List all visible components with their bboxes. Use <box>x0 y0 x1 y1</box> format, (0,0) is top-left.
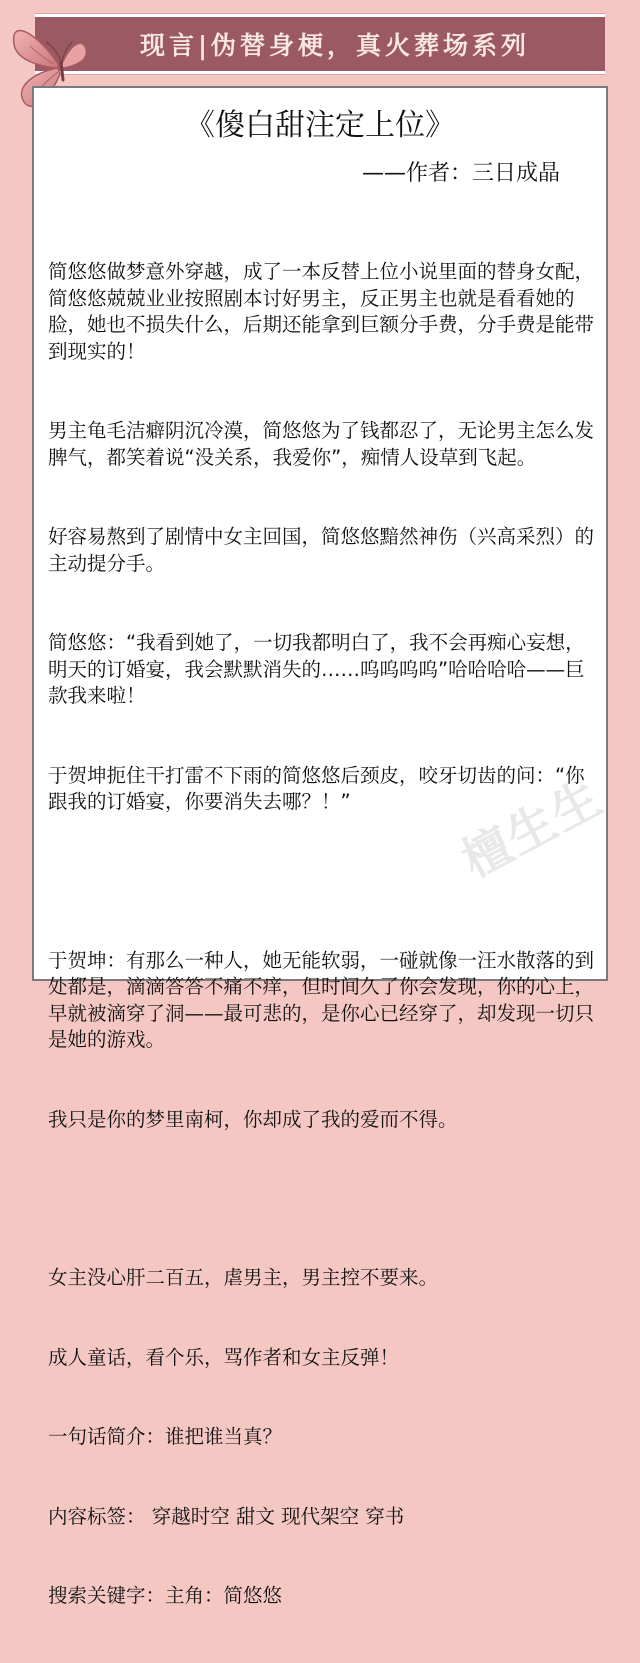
synopsis-paragraph: 我只是你的梦里南柯，你却成了我的爱而不得。 <box>48 1107 458 1131</box>
synopsis-paragraph: 女主没心肝二百五，虐男主，男主控不要来。 <box>48 1266 439 1289</box>
synopsis-paragraph: 于贺坤：有那么一种人，她无能软弱，一碰就像一汪水散落的到处都是，滴滴答答不痛不痒，但时间久了你会发现，你的心上，早就被滴穿了洞——最可悲的，是你心已经穿了，却发现一切只是她的游戏。 <box>48 948 595 1051</box>
synopsis-paragraph: 简悠悠做梦意外穿越，成了一本反替上位小说里面的替身女配，简悠悠兢兢业业按照剧本讨好男主，反正男主也就是看看她的脸，她也不损失什么，后期还能拿到巨额分手费，分手费是能带到现实的！ <box>48 260 595 363</box>
synopsis-paragraph: 男主龟毛洁癖阴沉冷漠，简悠悠为了钱都忍了，无论男主怎么发脾气，都笑着说“没关系，我爱你”，痴情人设草到飞起。 <box>48 419 595 469</box>
banner-title: 现言|伪替身梗，真火葬场系列 <box>139 31 531 60</box>
paragraph-gap <box>48 1186 596 1212</box>
book-author: ——作者：三日成晶 <box>361 161 560 186</box>
synopsis-paragraph: 于贺坤扼住干打雷不下雨的简悠悠后颈皮，咬牙切齿的问：“你跟我的订婚宴，你要消失去哪？！” <box>48 763 585 813</box>
synopsis-paragraph: 成人童话，看个乐，骂作者和女主反弹！ <box>48 1345 400 1369</box>
synopsis-body <box>48 206 596 1663</box>
search-keywords: 搜索关键字：主角：简悠悠 <box>48 1584 283 1607</box>
synopsis-paragraph: 好容易熬到了剧情中女主回国，简悠悠黯然神伤（兴高采烈）的主动提分手。 <box>48 525 595 575</box>
one-line-summary: 一句话简介：谁把谁当真？ <box>48 1425 283 1448</box>
book-title: 《傻白甜注定上位》 <box>185 108 455 143</box>
watermark: 檀生生 <box>453 769 612 890</box>
content-tags: 内容标签： 穿越时空 甜文 现代架空 穿书 <box>48 1504 405 1528</box>
synopsis-paragraph: 简悠悠：“我看到她了，一切我都明白了，我不会再痴心妄想，明天的订婚宴，我会默默消失的……呜呜呜呜”哈哈哈哈——巨款我来啦！ <box>48 631 585 707</box>
